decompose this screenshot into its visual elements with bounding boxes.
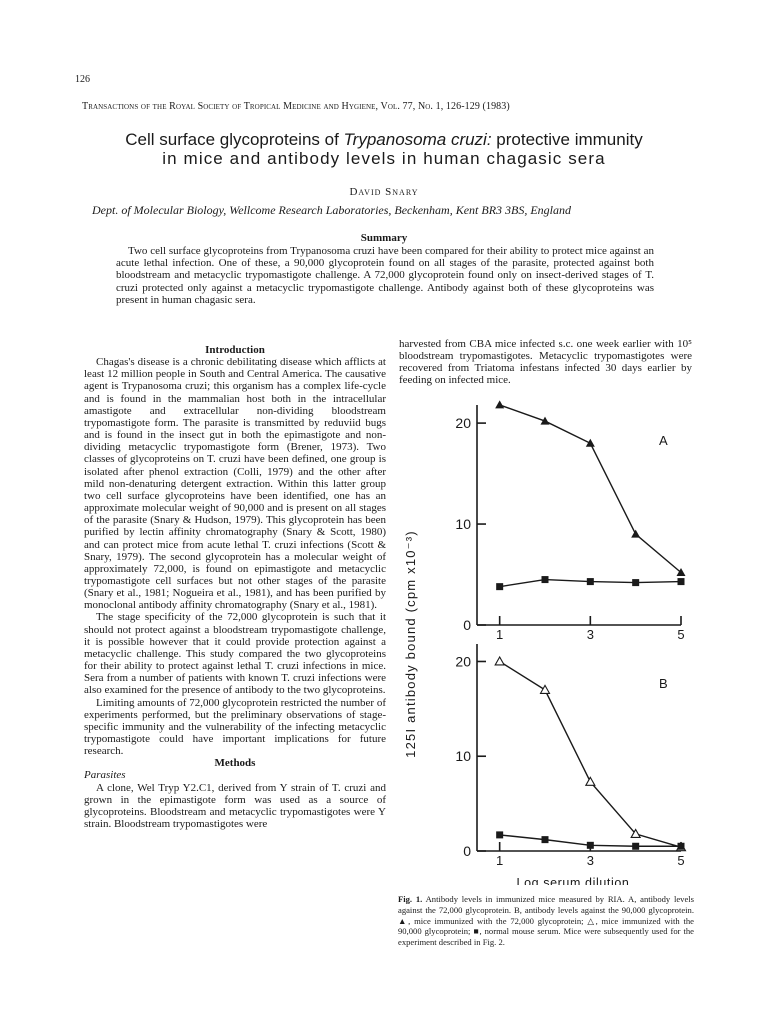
y-tick-label: 10: [455, 748, 471, 765]
article-title: [40, 130, 728, 168]
title-line-1: [40, 130, 728, 149]
data-point-square: [632, 843, 639, 850]
figure-caption: [398, 894, 694, 948]
data-point-square: [678, 578, 685, 585]
panel-b: [455, 644, 685, 868]
title-line-1-post: protective immunity: [491, 130, 643, 149]
data-point-square: [496, 583, 503, 590]
y-tick-label: 20: [455, 415, 471, 432]
x-tick-label: 1: [496, 627, 504, 642]
right-column-text: harvested from CBA mice infected s.c. one week earlier with 10⁵ bloodstream trypomastigotes. Metacyclic trypomastigotes were recovered from Triatoma infestans infected 30 days earlier by feeding on infected mice.: [399, 338, 692, 387]
intro-paragraph-3: Limiting amounts of 72,000 glycoprotein restricted the number of experiments performed, but the preliminary observations of stage-specific immunity and the vulnerability of the infecting metacyclic trypomastigote could have important implications for future research.: [84, 696, 386, 758]
author-name: David Snary: [349, 186, 419, 198]
left-column: [84, 344, 386, 830]
intro-paragraph-2: The stage specificity of the 72,000 glycoprotein is such that it should not protect against a bloodstream trypomastigote challenge, it is possible however that it could provide protection against a metacyclic challenge. This study compared the two glycoproteins for their ability to protect against lethal T. cruzi infections in mice. Sera from a number of patients with known T. cruzi infections were also examined for the presence of antibody to the two glycoproteins.: [84, 611, 386, 697]
data-point-square: [542, 836, 549, 843]
data-point-square: [587, 842, 594, 849]
data-point-open-triangle: [541, 685, 550, 693]
title-line-1-pre: Cell surface glycoproteins of: [125, 130, 344, 149]
data-point-square: [542, 576, 549, 583]
panel-label: A: [659, 433, 668, 448]
figure-caption-text: Antibody levels in immunized mice measured by RIA. A, antibody levels against the 72,000 glycoprotein. B, antibody levels against the 90,000 glycoprotein. ▲, mice immunized with the 72,000 glycoprotein; △, mice immunized with the 90,000 glycoprotein; ■, normal mouse serum. Mice were subsequently used for the experiment described in Fig. 2.: [398, 894, 694, 948]
title-line-1-italic: Trypanosoma cruzi:: [343, 130, 492, 149]
data-point-square: [632, 579, 639, 586]
data-point-open-triangle: [586, 777, 595, 785]
summary-heading: Summary: [360, 232, 408, 244]
data-point-triangle: [631, 530, 640, 538]
y-axis-label: 125I antibody bound (cpm x10⁻³): [403, 530, 418, 758]
author-affiliation: Dept. of Molecular Biology, Wellcome Research Laboratories, Beckenham, Kent BR3 3BS, England: [92, 203, 572, 217]
data-point-triangle: [495, 400, 504, 408]
x-axis-label: Log serum dilution: [516, 876, 630, 885]
y-tick-label: 10: [455, 516, 471, 533]
data-point-square: [496, 831, 503, 838]
data-point-triangle: [586, 439, 595, 447]
page-number: 126: [75, 74, 90, 85]
data-point-square: [678, 843, 685, 850]
panel-a: [455, 400, 685, 642]
methods-paragraph-1: A clone, Wel Tryp Y2.C1, derived from Y strain of T. cruzi and grown in the epimastigote form was used as a source of glycoproteins. Bloodstream and metacyclic trypomastigotes were Y strain. Bloodstream trypomastigotes were: [84, 781, 386, 831]
figure-1-chart: [385, 393, 705, 885]
x-tick-label: 1: [496, 853, 504, 868]
series-line: [500, 661, 681, 847]
intro-paragraph-1: Chagas's disease is a chronic debilitating disease which afflicts at least 12 million people in South and Central America. The causative agent is Trypanosoma cruzi; this organism has a complex life-cycle and is found in the mammalian host both in the intracellular amastigote and extracellular non-dividing bloodstream trypomastigote form. The parasite is transmitted by reduviid bugs and is found in the insect gut in both the epimastigote and non-dividing metacyclic trypomastigote form (Brener, 1973). Two classes of glycoproteins on T. cruzi have been defined, one group is isolated after phenol extraction (Colli, 1979) and the other after mild non-denaturing detergent extraction. Within this latter group two cell surface glycoproteins have been identified, one has an approximate molecular weight of 90,000 and is present on all stages of the parasite (Snary & Hudson, 1979). This glycoprotein has been purified by lectin affinity chromatography (Snary & Scott, 1980) and can protect mice from acute lethal T. cruzi infections (Scott & Snary, 1979). The second glycoprotein has a molecular weight of approximately 72,000, is found on epimastigote and metacyclic trypomastigote cell surfaces but not other stages of the parasite (Snary et al., 1981; Nogueira et al., 1981), and has been purified by monoclonal antibody affinity chromatography (Snary et al., 1981).: [84, 356, 386, 612]
journal-header: [82, 101, 510, 112]
journal-line: Transactions of the Royal Society of Tropical Medicine and Hygiene, Vol. 77, No. 1, 126-129 (1983): [82, 101, 510, 112]
data-point-open-triangle: [495, 657, 504, 665]
panel-label: B: [659, 676, 668, 691]
methods-heading: Methods: [214, 757, 256, 770]
title-line-2: in mice and antibody levels in human chagasic sera: [162, 149, 606, 168]
parasites-subheading: Parasites: [84, 769, 126, 782]
figure-caption-label: Fig. 1.: [398, 894, 423, 904]
series-line: [500, 405, 681, 573]
figure-1: [385, 393, 705, 885]
x-tick-label: 5: [677, 627, 685, 642]
x-tick-label: 5: [677, 853, 685, 868]
y-tick-label: 0: [463, 617, 471, 633]
x-tick-label: 3: [586, 853, 594, 868]
introduction-heading: Introduction: [205, 344, 265, 356]
summary-text: Two cell surface glycoproteins from Trypanosoma cruzi have been compared for their ability to protect mice against an acute lethal infection. One of these, a 90,000 glycoprotein found on all stages of the parasite, protected against both bloodstream and metacyclic trypomastigote challenge. A 72,000 glycoprotein found only on insect-derived stages of T. cruzi protected only against a metacyclic trypomastigote challenge. Antibody against both of these glycoproteins was present in human chagasic sera.: [116, 245, 654, 306]
x-tick-label: 3: [586, 627, 594, 642]
y-tick-label: 20: [455, 653, 471, 670]
y-tick-label: 0: [463, 843, 471, 859]
data-point-square: [587, 578, 594, 585]
